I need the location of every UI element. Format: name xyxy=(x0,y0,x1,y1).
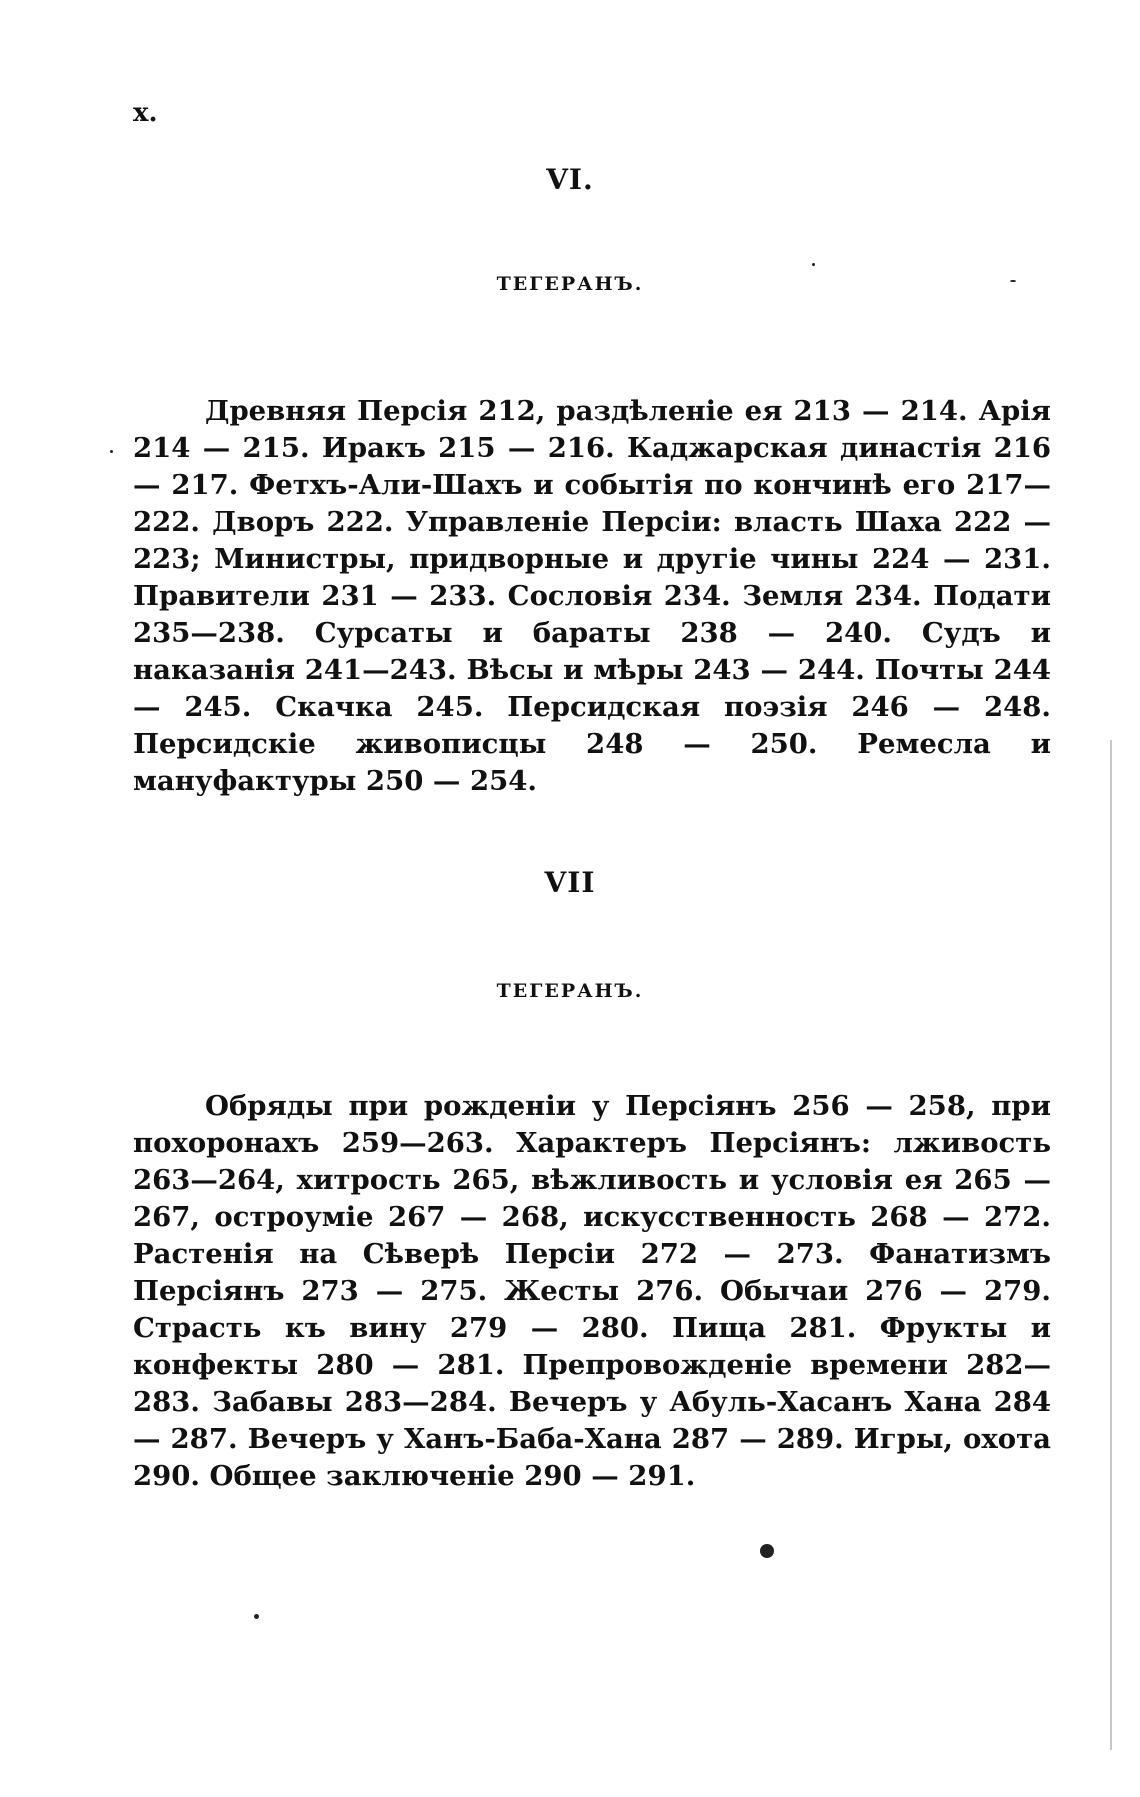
chapter-title: ТЕГЕРАНЪ. xyxy=(496,980,644,1002)
ink-speck xyxy=(110,450,113,453)
chapter-title: ТЕГЕРАНЪ. xyxy=(496,273,644,295)
ink-speck xyxy=(254,1614,259,1619)
ink-speck xyxy=(1010,280,1016,282)
chapter-numeral: VII xyxy=(544,866,596,899)
chapter-summary: Обряды при рожденіи у Персіянъ 256 — 258, при похоронахъ 259—263. Характеръ Персіянъ: лживость 263—264, хитрость 265, вѣжливость и условія ея 265 — 267, остроуміе 267 — 268, искусственность 268 — 272. Растенія на Сѣверѣ Персіи 272 — 273. Фанатизмъ Персіянъ 273 — 275. Жесты 276. Обычаи 276 — 279. Страсть къ вину 279 — 280. Пища 281. Фрукты и конфекты 280 — 281. Препровожденіе времени 282—283. Забавы 283—284. Вечеръ у Абуль-Хасанъ Хана 284 — 287. Вечеръ у Ханъ-Баба-Хана 287 — 289. Игры, охота 290. Общее заключеніе 290 — 291. xyxy=(133,1090,1051,1492)
ink-speck xyxy=(812,263,815,266)
chapter-numeral: VI. xyxy=(546,163,594,196)
ink-spot xyxy=(760,1544,774,1558)
page-number: x. xyxy=(133,98,158,128)
scan-edge-line xyxy=(1110,740,1112,1750)
chapter-summary: Древняя Персія 212, раздѣленіе ея 213 — 214. Арія 214 — 215. Иракъ 215 — 216. Каджарская династія 216 — 217. Фетхъ-Али-Шахъ и событія по кончинѣ его 217—222. Дворъ 222. Управленіе Персіи: власть Шаха 222 — 223; Министры, придворные и другіе чины 224 — 231. Правители 231 — 233. Сословія 234. Земля 234. Подати 235—238. Сурсаты и бараты 238 — 240. Судъ и наказанія 241—243. Вѣсы и мѣры 243 — 244. Почты 244 — 245. Скачка 245. Персидская поэзія 246 — 248. Персидскіе живописцы 248 — 250. Ремесла и мануфактуры 250 — 254. xyxy=(133,395,1051,797)
